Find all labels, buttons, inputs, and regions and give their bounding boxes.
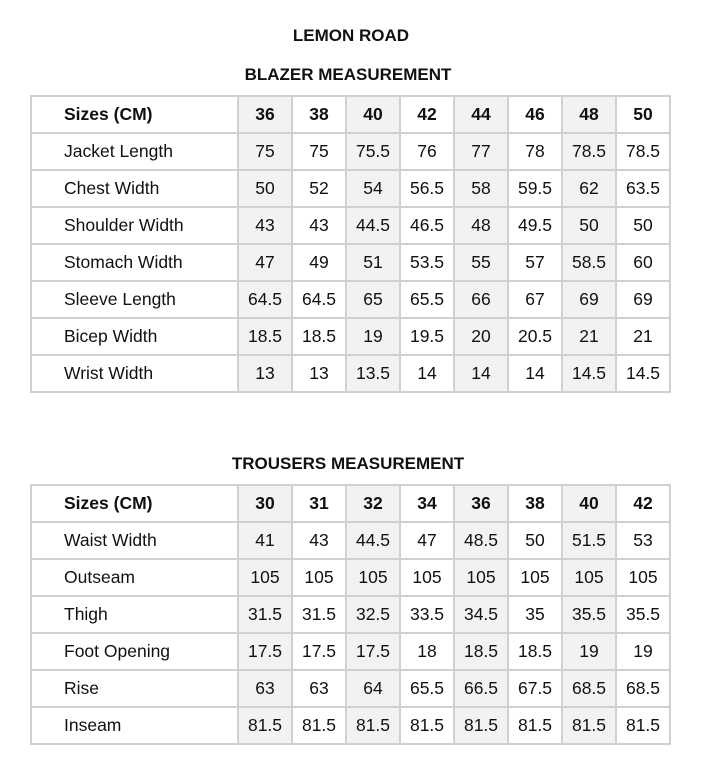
value-cell: 19 <box>562 633 616 670</box>
value-cell: 41 <box>238 522 292 559</box>
value-cell: 81.5 <box>562 707 616 744</box>
table-row <box>31 281 670 318</box>
value-cell: 105 <box>454 559 508 596</box>
value-cell: 13 <box>238 355 292 392</box>
table-row <box>31 133 670 170</box>
value-cell: 81.5 <box>400 707 454 744</box>
size-header-cell: 36 <box>454 485 508 522</box>
size-header-cell: 42 <box>616 485 670 522</box>
value-cell: 56.5 <box>400 170 454 207</box>
table-row <box>31 207 670 244</box>
size-header-cell: 44 <box>454 96 508 133</box>
trousers-section-title: TROUSERS MEASUREMENT <box>231 454 465 473</box>
value-cell: 14 <box>454 355 508 392</box>
value-cell: 65.5 <box>400 670 454 707</box>
blazer-header-row <box>31 96 670 133</box>
value-cell: 81.5 <box>454 707 508 744</box>
value-cell: 54 <box>346 170 400 207</box>
table-row <box>31 318 670 355</box>
table-row <box>31 596 670 633</box>
value-cell: 60 <box>616 244 670 281</box>
row-label-cell: Outseam <box>31 559 238 596</box>
value-cell: 13.5 <box>346 355 400 392</box>
value-cell: 63 <box>238 670 292 707</box>
value-cell: 65 <box>346 281 400 318</box>
value-cell: 17.5 <box>238 633 292 670</box>
value-cell: 58 <box>454 170 508 207</box>
value-cell: 64.5 <box>238 281 292 318</box>
header-label-cell: Sizes (CM) <box>31 485 238 522</box>
value-cell: 46.5 <box>400 207 454 244</box>
value-cell: 81.5 <box>616 707 670 744</box>
value-cell: 14.5 <box>562 355 616 392</box>
value-cell: 17.5 <box>346 633 400 670</box>
size-header-cell: 31 <box>292 485 346 522</box>
table-row <box>31 170 670 207</box>
size-header-cell: 38 <box>292 96 346 133</box>
table-row <box>31 559 670 596</box>
value-cell: 75 <box>292 133 346 170</box>
value-cell: 62 <box>562 170 616 207</box>
size-header-cell: 40 <box>346 96 400 133</box>
value-cell: 69 <box>562 281 616 318</box>
blazer-size-table <box>30 95 671 393</box>
size-header-cell: 30 <box>238 485 292 522</box>
value-cell: 68.5 <box>562 670 616 707</box>
row-label-cell: Chest Width <box>31 170 238 207</box>
value-cell: 18.5 <box>238 318 292 355</box>
value-cell: 21 <box>616 318 670 355</box>
table-row <box>31 522 670 559</box>
value-cell: 18 <box>400 633 454 670</box>
row-label-cell: Jacket Length <box>31 133 238 170</box>
value-cell: 75.5 <box>346 133 400 170</box>
value-cell: 81.5 <box>346 707 400 744</box>
value-cell: 52 <box>292 170 346 207</box>
value-cell: 50 <box>616 207 670 244</box>
size-header-cell: 32 <box>346 485 400 522</box>
value-cell: 78.5 <box>616 133 670 170</box>
row-label-cell: Stomach Width <box>31 244 238 281</box>
size-header-cell: 42 <box>400 96 454 133</box>
table-row <box>31 633 670 670</box>
brand-title: LEMON ROAD <box>292 26 410 45</box>
row-label-cell: Rise <box>31 670 238 707</box>
trousers-header-row <box>31 485 670 522</box>
value-cell: 63.5 <box>616 170 670 207</box>
value-cell: 43 <box>292 207 346 244</box>
value-cell: 67.5 <box>508 670 562 707</box>
value-cell: 14 <box>508 355 562 392</box>
value-cell: 49.5 <box>508 207 562 244</box>
value-cell: 53 <box>616 522 670 559</box>
value-cell: 50 <box>238 170 292 207</box>
value-cell: 18.5 <box>454 633 508 670</box>
row-label-cell: Inseam <box>31 707 238 744</box>
value-cell: 43 <box>292 522 346 559</box>
row-label-cell: Sleeve Length <box>31 281 238 318</box>
value-cell: 69 <box>616 281 670 318</box>
value-cell: 105 <box>562 559 616 596</box>
header-label-cell: Sizes (CM) <box>31 96 238 133</box>
table-row <box>31 707 670 744</box>
blazer-section-title: BLAZER MEASUREMENT <box>244 65 452 84</box>
value-cell: 44.5 <box>346 207 400 244</box>
value-cell: 78 <box>508 133 562 170</box>
value-cell: 49 <box>292 244 346 281</box>
value-cell: 105 <box>346 559 400 596</box>
table-row <box>31 244 670 281</box>
value-cell: 31.5 <box>238 596 292 633</box>
value-cell: 20.5 <box>508 318 562 355</box>
value-cell: 64.5 <box>292 281 346 318</box>
value-cell: 17.5 <box>292 633 346 670</box>
value-cell: 34.5 <box>454 596 508 633</box>
value-cell: 81.5 <box>292 707 346 744</box>
value-cell: 65.5 <box>400 281 454 318</box>
value-cell: 19 <box>616 633 670 670</box>
value-cell: 81.5 <box>508 707 562 744</box>
value-cell: 50 <box>508 522 562 559</box>
value-cell: 33.5 <box>400 596 454 633</box>
blazer-table-body <box>31 96 670 392</box>
row-label-cell: Thigh <box>31 596 238 633</box>
value-cell: 14 <box>400 355 454 392</box>
value-cell: 81.5 <box>238 707 292 744</box>
value-cell: 58.5 <box>562 244 616 281</box>
value-cell: 13 <box>292 355 346 392</box>
value-cell: 53.5 <box>400 244 454 281</box>
value-cell: 67 <box>508 281 562 318</box>
value-cell: 75 <box>238 133 292 170</box>
value-cell: 66 <box>454 281 508 318</box>
size-header-cell: 46 <box>508 96 562 133</box>
value-cell: 105 <box>292 559 346 596</box>
value-cell: 48.5 <box>454 522 508 559</box>
value-cell: 35.5 <box>616 596 670 633</box>
value-cell: 59.5 <box>508 170 562 207</box>
table-row <box>31 670 670 707</box>
row-label-cell: Bicep Width <box>31 318 238 355</box>
value-cell: 105 <box>400 559 454 596</box>
value-cell: 43 <box>238 207 292 244</box>
value-cell: 66.5 <box>454 670 508 707</box>
value-cell: 18.5 <box>292 318 346 355</box>
value-cell: 105 <box>616 559 670 596</box>
value-cell: 51 <box>346 244 400 281</box>
value-cell: 18.5 <box>508 633 562 670</box>
value-cell: 105 <box>238 559 292 596</box>
value-cell: 64 <box>346 670 400 707</box>
table-row <box>31 355 670 392</box>
row-label-cell: Shoulder Width <box>31 207 238 244</box>
value-cell: 78.5 <box>562 133 616 170</box>
size-header-cell: 48 <box>562 96 616 133</box>
value-cell: 20 <box>454 318 508 355</box>
row-label-cell: Waist Width <box>31 522 238 559</box>
size-header-cell: 34 <box>400 485 454 522</box>
value-cell: 48 <box>454 207 508 244</box>
value-cell: 35 <box>508 596 562 633</box>
value-cell: 63 <box>292 670 346 707</box>
value-cell: 35.5 <box>562 596 616 633</box>
row-label-cell: Foot Opening <box>31 633 238 670</box>
value-cell: 76 <box>400 133 454 170</box>
value-cell: 77 <box>454 133 508 170</box>
size-header-cell: 40 <box>562 485 616 522</box>
value-cell: 21 <box>562 318 616 355</box>
value-cell: 57 <box>508 244 562 281</box>
size-header-cell: 50 <box>616 96 670 133</box>
value-cell: 105 <box>508 559 562 596</box>
value-cell: 47 <box>400 522 454 559</box>
value-cell: 47 <box>238 244 292 281</box>
row-label-cell: Wrist Width <box>31 355 238 392</box>
size-header-cell: 38 <box>508 485 562 522</box>
value-cell: 19 <box>346 318 400 355</box>
value-cell: 31.5 <box>292 596 346 633</box>
trousers-size-table <box>30 484 671 745</box>
size-header-cell: 36 <box>238 96 292 133</box>
value-cell: 14.5 <box>616 355 670 392</box>
value-cell: 32.5 <box>346 596 400 633</box>
trousers-table-body <box>31 485 670 744</box>
value-cell: 51.5 <box>562 522 616 559</box>
value-cell: 50 <box>562 207 616 244</box>
value-cell: 44.5 <box>346 522 400 559</box>
value-cell: 68.5 <box>616 670 670 707</box>
value-cell: 55 <box>454 244 508 281</box>
value-cell: 19.5 <box>400 318 454 355</box>
